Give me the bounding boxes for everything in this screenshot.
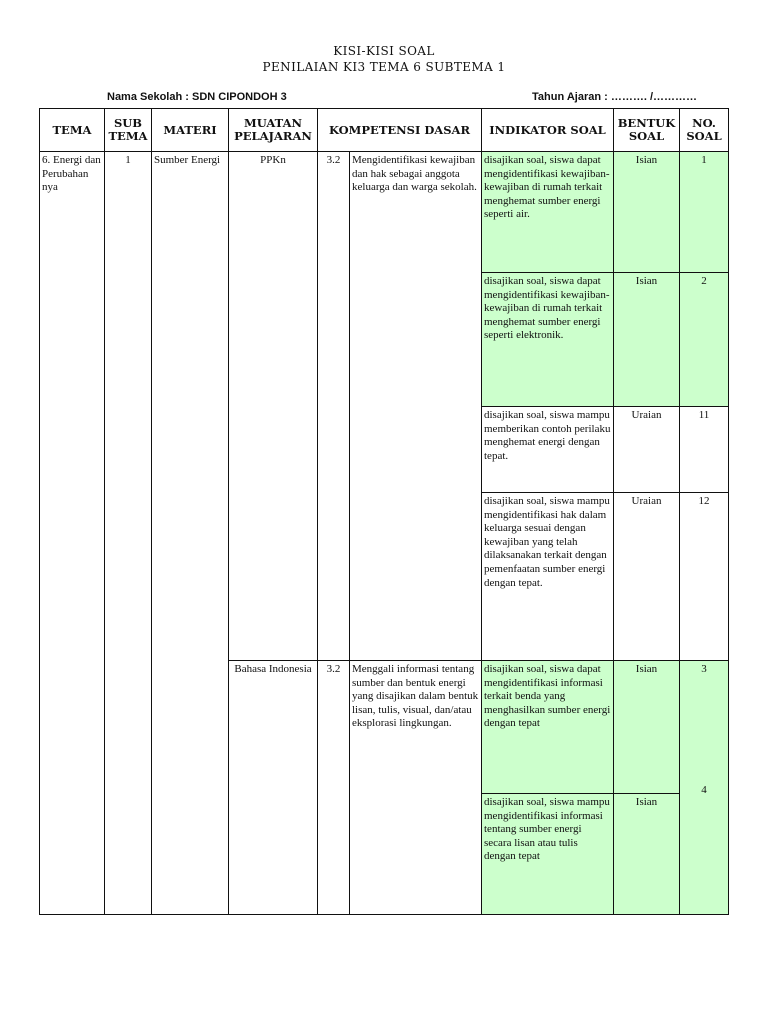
kd-number-ppkn: 3.2: [318, 152, 350, 661]
tema-cell: 6. Energi dan Perubahan nya: [40, 152, 105, 915]
indikator-cell: disajikan soal, siswa mampu mengidentifikasi hak dalam keluarga sesuai dengan kewajiban yang telah dilaksanakan terkait dengan pemenfaatan sumber energi dengan tepat.: [482, 493, 614, 661]
document-title: KISI-KISI SOAL: [333, 44, 435, 58]
bentuk-cell: Uraian: [614, 407, 680, 493]
header-indikator: INDIKATOR SOAL: [482, 109, 614, 152]
header-tema: TEMA: [40, 109, 105, 152]
kd-text-ppkn: Mengidentifikasi kewajiban dan hak sebagai anggota keluarga dan warga sekolah.: [350, 152, 482, 661]
indikator-cell: disajikan soal, siswa dapat mengidentifikasi kewajiban-kewajiban di rumah terkait menghemat sumber energi seperti air.: [482, 152, 614, 273]
header-muatan: MUATAN PELAJARAN: [229, 109, 318, 152]
subtema-cell: 1: [105, 152, 152, 915]
bentuk-cell: Isian: [614, 661, 680, 794]
bentuk-cell: Isian: [614, 794, 680, 915]
no-soal-cell: 1: [680, 152, 729, 273]
kd-number-bahasa: 3.2: [318, 661, 350, 915]
header-materi: MATERI: [152, 109, 229, 152]
header-kompetensi-dasar: KOMPETENSI DASAR: [318, 109, 482, 152]
no-soal-cell: 3: [701, 663, 707, 675]
no-soal-cell: 12: [680, 493, 729, 661]
header-no-soal: NO. SOAL: [680, 109, 729, 152]
materi-cell: Sumber Energi: [152, 152, 229, 915]
bentuk-cell: Isian: [614, 273, 680, 407]
no-soal-cell: 4: [701, 783, 707, 796]
indikator-cell: disajikan soal, siswa mampu mengidentifikasi informasi tentang sumber energi secara lisan atau tulis dengan tepat: [482, 794, 614, 915]
indikator-cell: disajikan soal, siswa dapat mengidentifikasi kewajiban-kewajiban di rumah terkait menghemat sumber energi seperti elektronik.: [482, 273, 614, 407]
no-soal-cell: 11: [680, 407, 729, 493]
indikator-cell: disajikan soal, siswa dapat mengidentifikasi informasi terkait benda yang menghasilkan sumber energi dengan tepat: [482, 661, 614, 794]
table-row: [40, 152, 729, 273]
header-bentuk: BENTUK SOAL: [614, 109, 680, 152]
muatan-cell-bahasa: Bahasa Indonesia: [229, 661, 318, 915]
kd-text-bahasa: Menggali informasi tentang sumber dan bentuk energi yang disajikan dalam bentuk lisan, tulis, visual, dan/atau eksplorasi lingkungan.: [350, 661, 482, 915]
bentuk-cell: Uraian: [614, 493, 680, 661]
muatan-cell-ppkn: PPKn: [229, 152, 318, 661]
header-row: [40, 109, 729, 152]
indikator-cell: disajikan soal, siswa mampu memberikan contoh perilaku menghemat energi dengan tepat.: [482, 407, 614, 493]
no-soal-merged-cell: [680, 661, 729, 915]
no-soal-cell: 2: [680, 273, 729, 407]
kisi-kisi-table: [39, 108, 729, 915]
academic-year: Tahun Ajaran : ………. /…………: [532, 91, 698, 103]
document-subtitle: PENILAIAN KI3 TEMA 6 SUBTEMA 1: [262, 60, 506, 74]
header-subtema: SUB TEMA: [105, 109, 152, 152]
bentuk-cell: Isian: [614, 152, 680, 273]
school-name: Nama Sekolah : SDN CIPONDOH 3: [107, 91, 287, 103]
